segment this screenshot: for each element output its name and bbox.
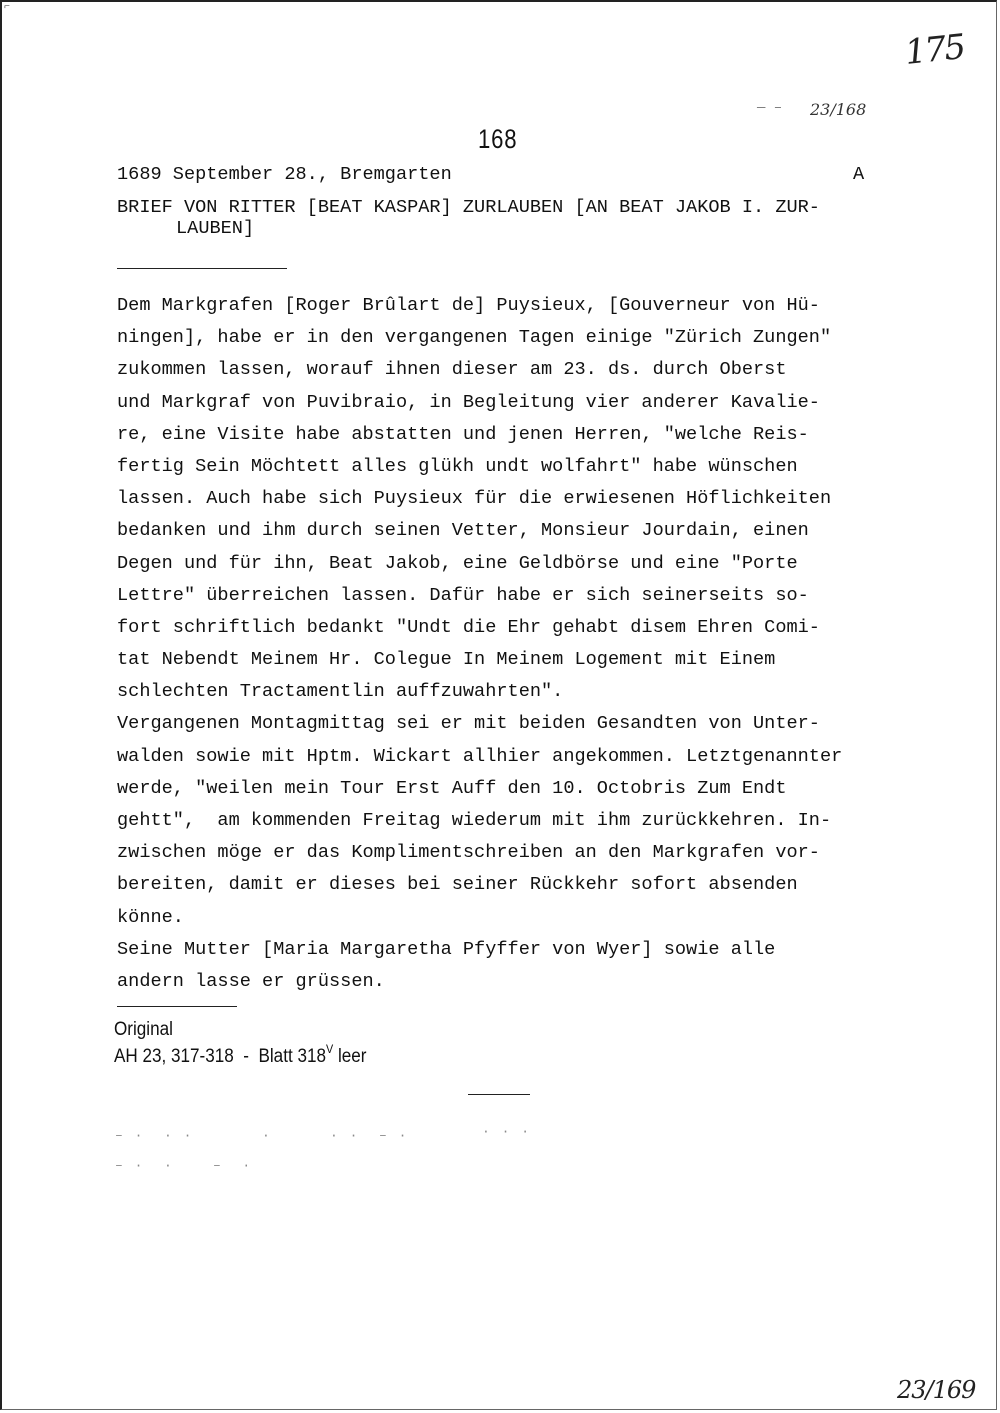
scan-corner-mark: ⌐ [4,2,11,13]
document-number: 168 [478,124,518,154]
scan-noise-dots: · · ‒ · [330,1128,409,1143]
body-line: Degen und für ihn, Beat Jakob, eine Geldbörse und eine "Porte [117,552,798,574]
body-line: lassen. Auch habe sich Puysieux für die erwiesenen Höflichkeiten [117,488,832,510]
body-line: und Markgraf von Puvibraio, in Begleitung vier anderer Kavalie- [117,391,820,413]
body-line: tat Nebendt Meinem Hr. Colegue In Meinem Logement mit Einem [117,649,776,671]
body-line: könne. [117,906,184,928]
date-place-line: 1689 September 28., Bremgarten [117,164,452,185]
source-note-original: Original [114,1019,173,1040]
source-reference-text: AH 23, 317-318 - Blatt 318 [114,1046,326,1067]
scan-noise-dots: · · · [482,1124,532,1139]
title-separator-rule [117,268,287,269]
scan-noise-dots: ‒ · · · · [115,1128,272,1143]
body-line: zwischen möge er das Komplimentschreiben an den Markgrafen vor- [117,842,820,864]
body-line: bedanken und ihm durch seinen Vetter, Monsieur Jourdain, einen [117,520,809,542]
letter-summary-body [117,290,937,998]
body-line: zukommen lassen, worauf ihnen dieser am 23. ds. durch Oberst [117,359,787,381]
body-line: Dem Markgrafen [Roger Brûlart de] Puysieux, [Gouverneur von Hü- [117,295,820,316]
body-line: andern lasse er grüssen. [117,970,385,992]
source-note-reference [114,1042,366,1068]
end-separator-rule [117,1006,237,1007]
body-line: walden sowie mit Hptm. Wickart allhier angekommen. Letztgenannter [117,745,843,767]
body-line: ningen], habe er in den vergangenen Tagen einige "Zürich Zungen" [117,327,832,349]
verso-superscript: V [325,1042,334,1056]
body-line: Vergangenen Montagmittag sei er mit beiden Gesandten von Unter- [117,713,820,735]
scan-noise-dots: ‒ · · ‒ · [115,1158,253,1173]
handwritten-page-reference: 23/169 [897,1376,976,1404]
body-line: re, eine Visite habe abstatten und jenen Herren, "welche Reis- [117,423,809,445]
document-title-line-1: BRIEF VON RITTER [BEAT KASPAR] ZURLAUBEN [AN BEAT JAKOB I. ZUR- [117,197,820,218]
body-line: schlechten Tractamentlin auffzuwahrten". [117,681,564,703]
body-line: fertig Sein Möchtett alles glükh undt wolfahrt" habe wünschen [117,455,798,477]
category-letter: A [853,164,865,185]
footer-short-rule [468,1094,530,1095]
handwritten-folio-number: 175 [903,27,966,73]
body-line: werde, "weilen mein Tour Erst Auff den 10. Octobris Zum Endt [117,777,787,799]
body-line: Seine Mutter [Maria Margaretha Pfyffer von Wyer] sowie alle [117,938,776,960]
archive-reference: 23/168 [810,100,867,119]
archive-ref-dash: — ‒ [757,100,783,116]
body-line: Lettre" überreichen lassen. Dafür habe er sich seinerseits so- [117,584,809,606]
body-line: bereiten, damit er dieses bei seiner Rückkehr sofort absenden [117,874,798,896]
document-title-line-2: LAUBEN] [176,218,255,239]
source-reference-tail: leer [333,1046,367,1067]
body-line: fort schriftlich bedankt "Undt die Ehr gehabt disem Ehren Comi- [117,616,820,638]
body-line: gehtt", am kommenden Freitag wiederum mit ihm zurückkehren. In- [117,810,832,831]
